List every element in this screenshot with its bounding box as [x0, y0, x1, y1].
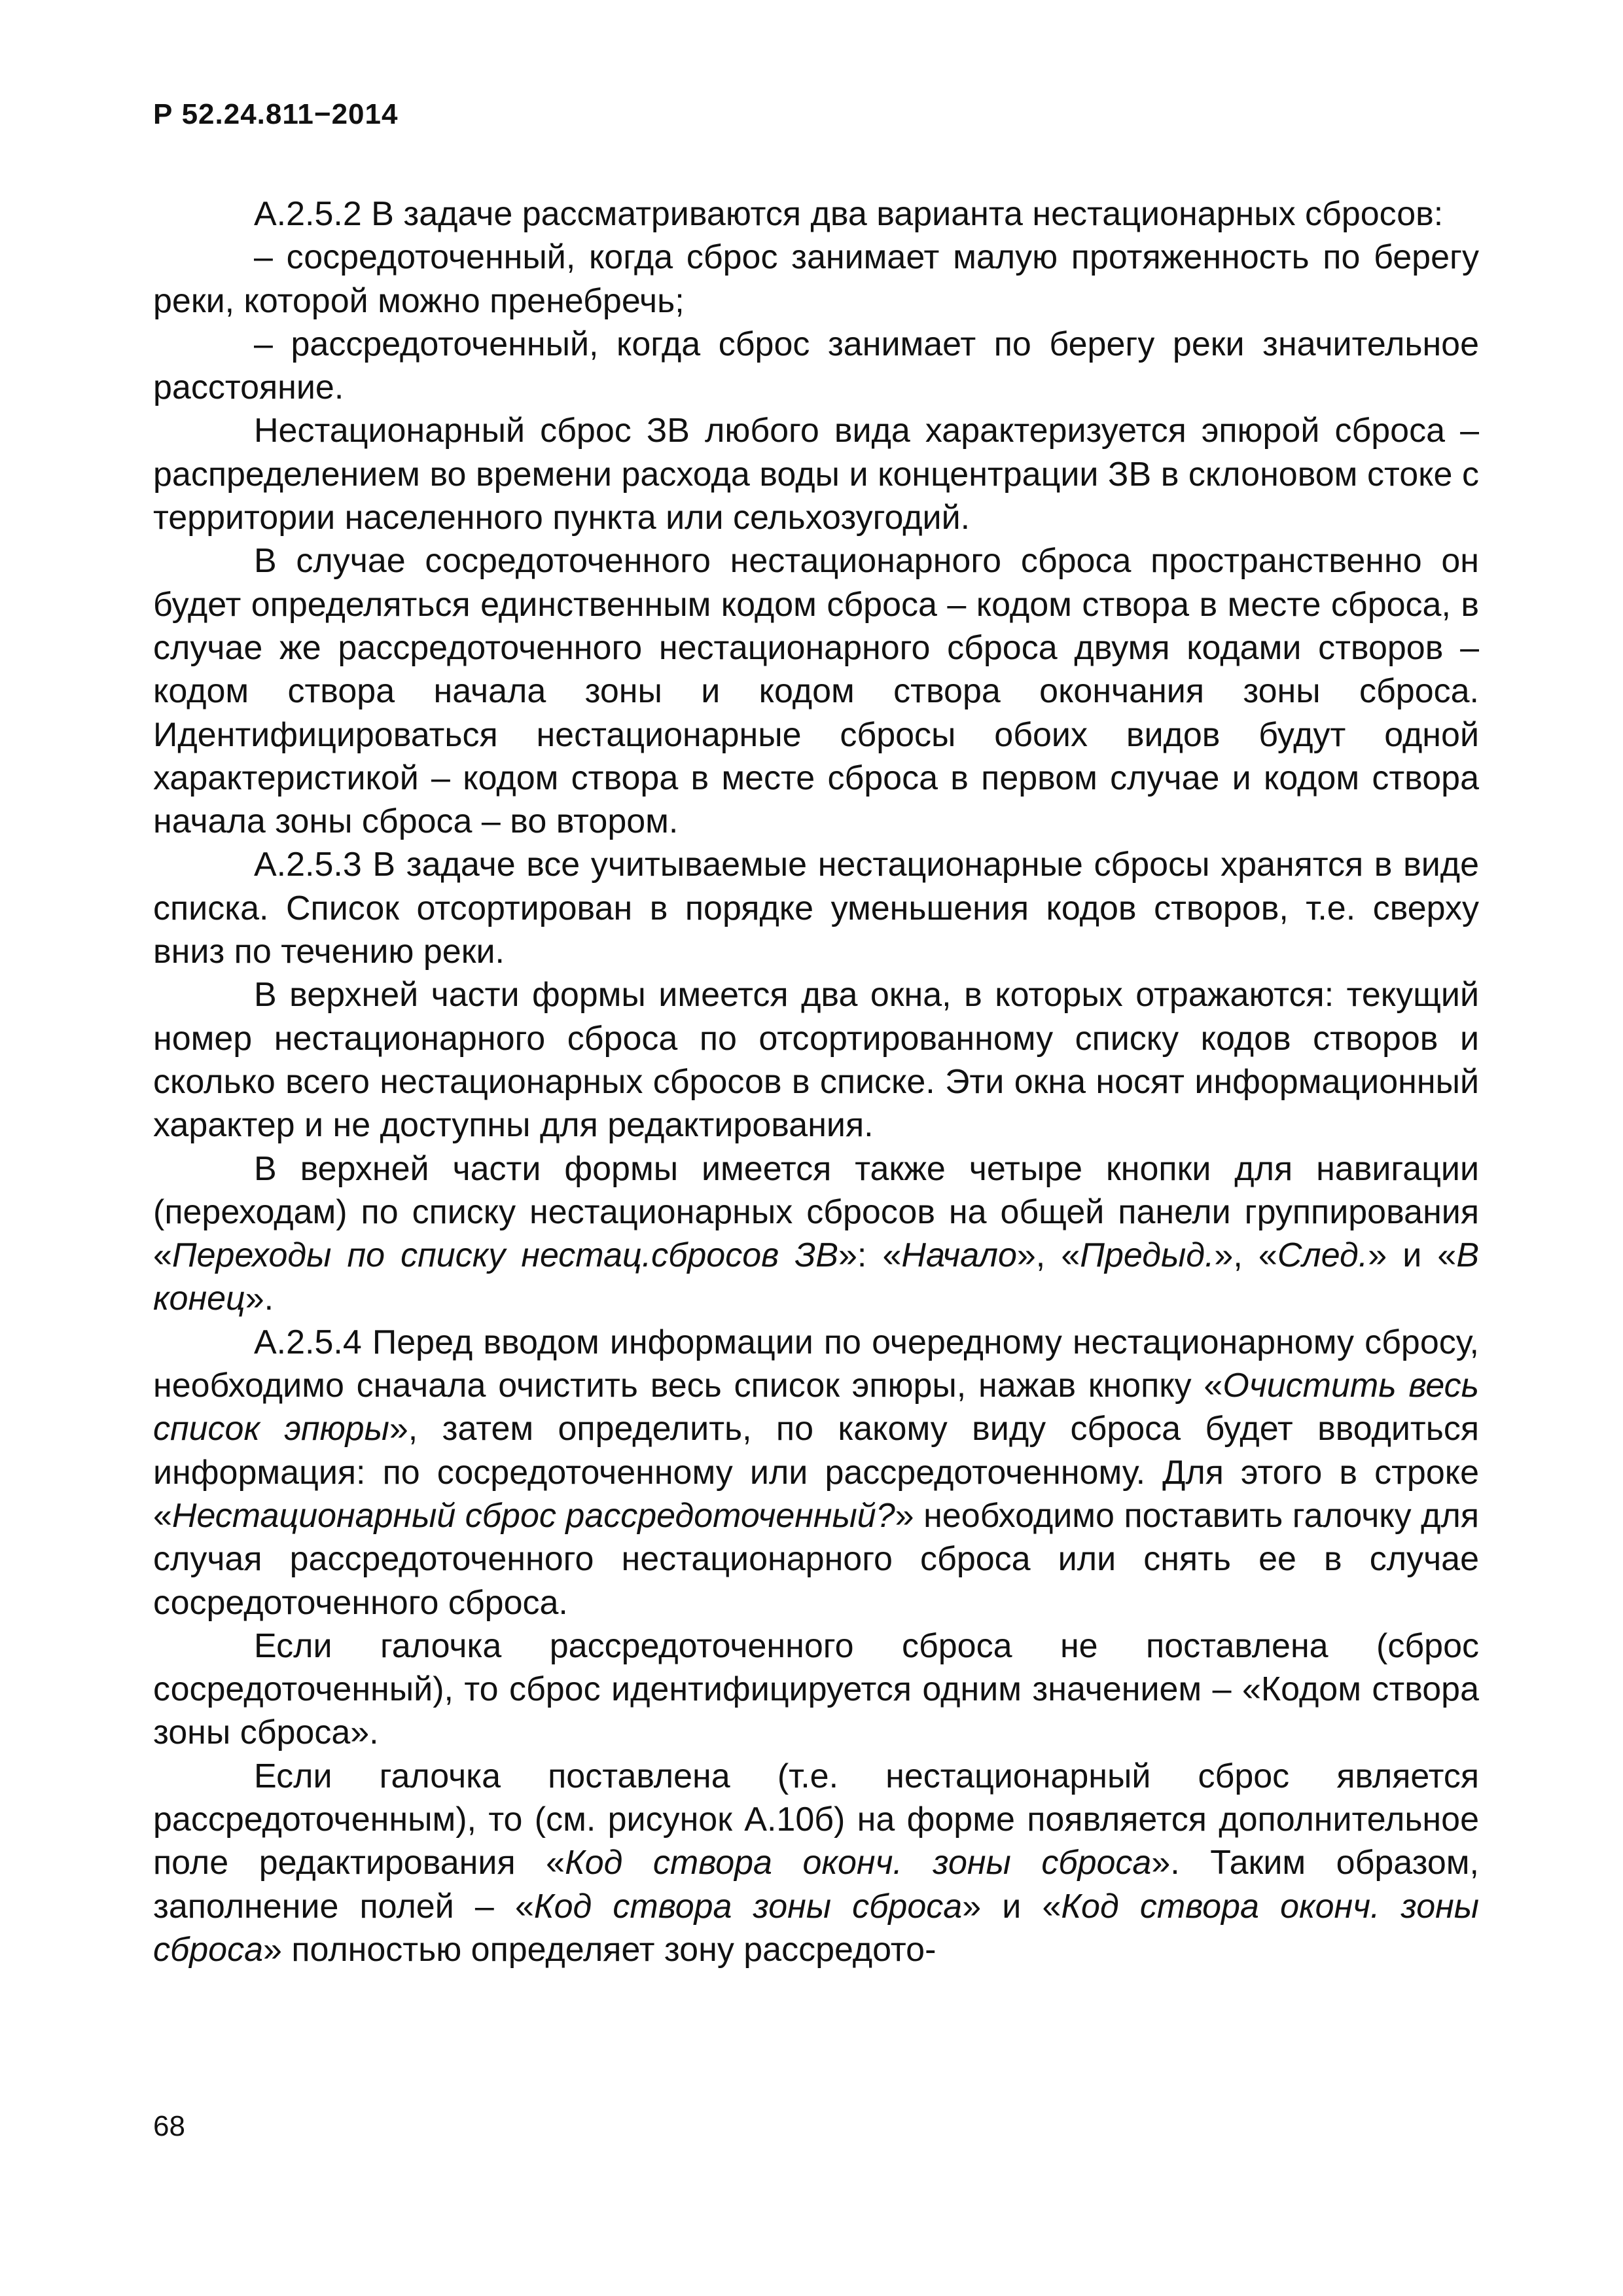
text-run: », «	[1214, 1236, 1277, 1275]
text-run: »: «	[838, 1236, 902, 1275]
italic-run: Нестационарный сброс рассредоточенный?	[171, 1496, 895, 1535]
text-run: ».	[245, 1280, 274, 1318]
paragraph: А.2.5.3 В задаче все учитываемые нестационарные сбросы хранятся в виде списка. Список отсортирован в порядке уменьшения кодов створов, т.е. сверху вниз по течению реки.	[153, 846, 1479, 971]
paragraph: А.2.5.2 В задаче рассматриваются два варианта нестационарных сбросов:	[254, 195, 1444, 233]
paragraph	[153, 1147, 1479, 1321]
text-run: » и «	[962, 1887, 1061, 1926]
italic-run: Код створа оконч. зоны сброса	[153, 1887, 1480, 1969]
document-header: Р 52.24.811−2014	[153, 98, 399, 130]
paragraph: В верхней части формы имеется два окна, в которых отражаются: текущий номер нестационарного сброса по отсортированному списку кодов створов и сколько всего нестационарных сбросов в списке. Эти окна носят информационный характер и не доступны для редактирования.	[153, 976, 1479, 1145]
italic-run: Очистить весь список эпюры	[153, 1367, 1480, 1448]
text-run: ». Таким образом, заполнение полей – «	[153, 1844, 1479, 1926]
text-run: » необходимо поставить галочку для случая рассредоточенного нестационарного сброса или снять ее в случае сосредоточенного сброса.	[153, 1496, 1479, 1622]
paragraph: Если галочка рассредоточенного сброса не поставлена (сброс сосредоточенный), то сброс идентифицируется одним значением – «Кодом створа зоны сброса».	[153, 1626, 1479, 1752]
italic-run: Начало	[901, 1236, 1017, 1275]
text-run: В верхней части формы имеется также четыре кнопки для навигации (переходам) по списку нестационарных сбросов на общей панели группирования «	[153, 1149, 1479, 1275]
page-number: 68	[153, 2110, 185, 2142]
italic-run: След.	[1277, 1236, 1368, 1275]
paragraph: – рассредоточенный, когда сброс занимает по берегу реки значительное расстояние.	[153, 325, 1479, 407]
italic-run: Предыд.	[1080, 1236, 1215, 1275]
text-run: » и «	[1368, 1236, 1457, 1275]
italic-run: Переходы по списку нестац.сбросов ЗВ	[171, 1236, 838, 1275]
italic-run: Код створа оконч. зоны сброса	[565, 1844, 1152, 1882]
paragraph: – сосредоточенный, когда сброс занимает малую протяженность по берегу реки, которой можно пренебречь;	[153, 238, 1479, 320]
text-run: » полностью определяет зону рассредото-	[263, 1930, 936, 1969]
italic-run: Код створа зоны сброса	[533, 1887, 963, 1926]
italic-run: В конец	[153, 1236, 1479, 1318]
paragraph: Нестационарный сброс ЗВ любого вида характеризуется эпюрой сброса – распределением во времени расхода воды и концентрации ЗВ в склоновом стоке с территории населенного пункта или сельхозугодий.	[153, 412, 1479, 537]
paragraph	[153, 1755, 1479, 1971]
text-run: Если галочка поставлена (т.е. нестационарный сброс является рассредоточенным), то (см. рисунок А.10б) на форме появляется дополнительное поле редактирования «	[153, 1757, 1479, 1882]
paragraph: В случае сосредоточенного нестационарного сброса пространственно он будет определяться единственным кодом сброса – кодом створа в месте сброса, в случае же рассредоточенного нестационарного сброса двумя кодами створов – кодом створа начала зоны и кодом створа окончания зоны сброса. Идентифицироваться нестационарные сбросы обоих видов будут одной характеристикой – кодом створа в месте сброса в первом случае и кодом створа начала зоны сброса – во втором.	[153, 542, 1479, 841]
text-run: », затем определить, по какому виду сброса будет вводиться информация: по сосредоточенному или рассредоточенному. Для этого в строке «	[153, 1410, 1479, 1535]
document-body	[153, 192, 1479, 1971]
text-run: А.2.5.4 Перед вводом информации по очередному нестационарному сбросу, необходимо сначала очистить весь список эпюры, нажав кнопку «	[153, 1323, 1479, 1405]
text-run: », «	[1016, 1236, 1080, 1275]
paragraph	[153, 1321, 1479, 1624]
